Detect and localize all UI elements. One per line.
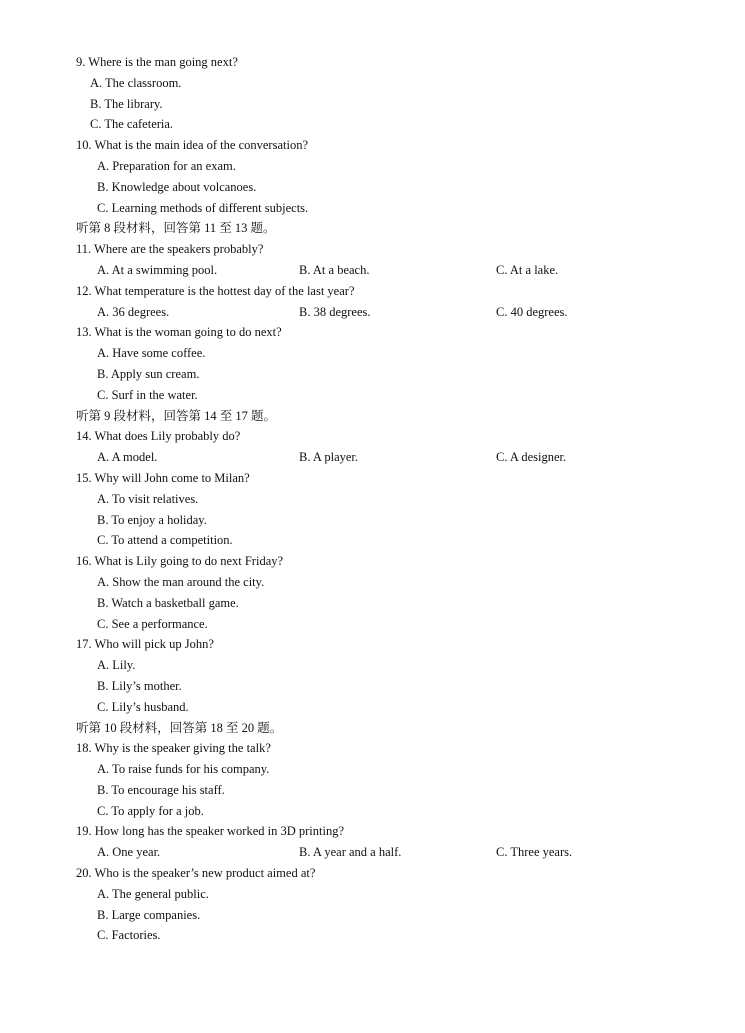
answer-option: A. The general public. — [97, 886, 209, 901]
section-heading: 听第 9 段材料，回答第 14 至 17 题。 — [76, 408, 277, 423]
question-stem: 13. What is the woman going to do next? — [76, 325, 282, 340]
answer-option: C. 40 degrees. — [496, 304, 568, 319]
answer-option: C. A designer. — [496, 450, 567, 465]
option-row — [0, 260, 745, 281]
answer-option: B. To encourage his staff. — [97, 782, 225, 797]
option-row — [0, 302, 745, 323]
answer-option: A. Have some coffee. — [97, 346, 206, 361]
answer-option: C. See a performance. — [97, 616, 208, 631]
answer-option: C. Three years. — [496, 845, 573, 860]
option-row — [0, 447, 745, 468]
answer-option: A. The classroom. — [90, 75, 182, 90]
answer-option: B. Knowledge about volcanoes. — [97, 179, 257, 194]
answer-option: B. A player. — [299, 450, 359, 465]
exam-page — [0, 52, 745, 946]
question-stem: 14. What does Lily probably do? — [76, 429, 241, 444]
answer-option: A. To visit relatives. — [97, 491, 199, 506]
question-stem: 17. Who will pick up John? — [76, 637, 214, 652]
answer-option: B. Watch a basketball game. — [97, 595, 239, 610]
answer-option: B. The library. — [90, 96, 163, 111]
answer-option: B. Large companies. — [97, 907, 201, 922]
question-stem: 20. Who is the speaker’s new product aimed at? — [76, 866, 316, 881]
question-stem: 12. What temperature is the hottest day of the last year? — [76, 283, 355, 298]
question-stem: 18. Why is the speaker giving the talk? — [76, 741, 271, 756]
question-stem: 11. Where are the speakers probably? — [76, 242, 264, 257]
answer-option: C. Learning methods of different subjects. — [97, 200, 309, 215]
answer-option: B. To enjoy a holiday. — [97, 512, 207, 527]
answer-option: A. 36 degrees. — [97, 304, 170, 319]
answer-option: C. To apply for a job. — [97, 803, 204, 818]
question-stem: 19. How long has the speaker worked in 3D printing? — [76, 824, 344, 839]
answer-option: B. Apply sun cream. — [97, 366, 200, 381]
answer-option: B. 38 degrees. — [299, 304, 371, 319]
section-heading: 听第 8 段材料，回答第 11 至 13 题。 — [76, 221, 276, 236]
answer-option: A. One year. — [97, 845, 161, 860]
question-stem: 15. Why will John come to Milan? — [76, 470, 250, 485]
answer-option: A. Preparation for an exam. — [97, 158, 236, 173]
answer-option: B. A year and a half. — [299, 845, 402, 860]
question-stem: 9. Where is the man going next? — [76, 55, 238, 69]
answer-option: A. To raise funds for his company. — [97, 762, 270, 777]
answer-option: B. Lily’s mother. — [97, 678, 182, 693]
answer-option: A. Lily. — [97, 658, 136, 673]
answer-option: C. At a lake. — [496, 262, 559, 277]
answer-option: C. To attend a competition. — [97, 533, 233, 548]
answer-option: A. Show the man around the city. — [97, 574, 265, 589]
answer-option: A. At a swimming pool. — [97, 262, 218, 277]
answer-option: A. A model. — [97, 450, 158, 465]
answer-option: C. Factories. — [97, 928, 161, 943]
answer-option: C. Lily’s husband. — [97, 699, 189, 714]
question-stem: 10. What is the main idea of the conversation? — [76, 138, 308, 153]
option-row — [0, 842, 745, 863]
question-stem: 16. What is Lily going to do next Friday? — [76, 554, 284, 569]
answer-option: C. The cafeteria. — [90, 117, 174, 132]
answer-option: B. At a beach. — [299, 262, 370, 277]
section-heading: 听第 10 段材料，回答第 18 至 20 题。 — [76, 720, 283, 735]
answer-option: C. Surf in the water. — [97, 387, 198, 402]
